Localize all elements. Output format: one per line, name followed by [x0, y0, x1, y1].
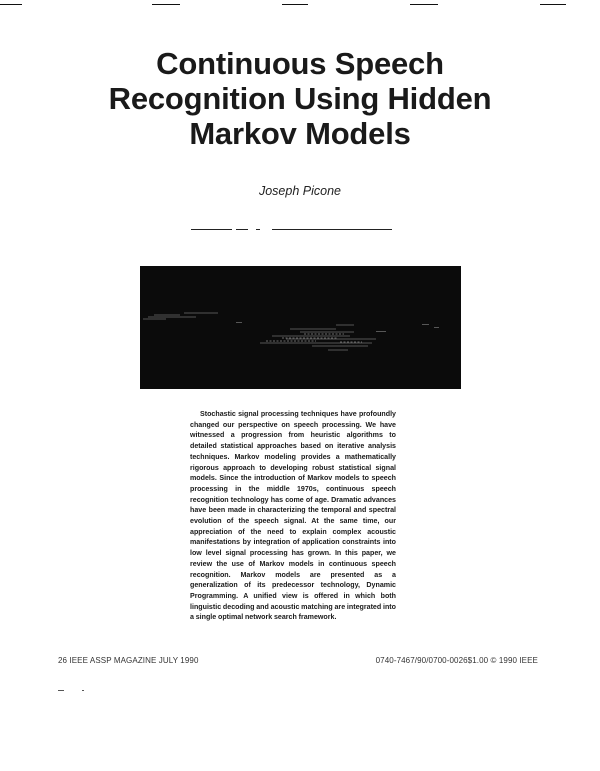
crop-mark — [282, 4, 308, 5]
crop-mark — [0, 4, 22, 5]
divider-rule — [236, 229, 248, 230]
abstract-paragraph: Stochastic signal processing techniques have profoundly changed our perspective on speech processing. We have witnessed a progression from heuristic algorithms to detailed statistical approaches based on iterative analysis techniques. Markov modeling provides a mathematically rigorous approach to developing robust statistical signal models. Since the introduction of Markov models to speech processing in the middle 1970s, continuous speech recognition technology has come of age. Dramatic advances have been made in characterizing the temporal and spectral evolution of the speech signal. At the same time, our appreciation of the need to explain complex acoustic manifestations by integration of application constraints into low level signal processing has grown. In this paper, we review the use of Markov models in continuous speech recognition. Markov models are presented as a generalization of its predecessor technology, Dynamic Programming. A unified view is offered in which both linguistic decoding and acoustic matching are integrated into a single optimal network search framework. — [190, 410, 396, 622]
crop-mark — [540, 4, 566, 5]
title-line-1: Continuous Speech — [156, 46, 444, 81]
title-line-3: Markov Models — [189, 116, 411, 151]
scan-artifact — [82, 690, 84, 691]
divider-rule — [191, 229, 232, 230]
author-name: Joseph Picone — [258, 184, 341, 198]
footer-journal-info: 26 IEEE ASSP MAGAZINE JULY 1990 — [58, 656, 199, 665]
footer-copyright: 0740-7467/90/0700-0026$1.00 © 1990 IEEE — [375, 656, 538, 665]
divider-rule — [272, 229, 392, 230]
crop-mark — [152, 4, 180, 5]
crop-mark — [410, 4, 438, 5]
header-figure — [140, 266, 461, 389]
speech-spectrogram-image — [140, 266, 461, 389]
divider-rule — [256, 229, 260, 230]
article-title — [0, 46, 600, 151]
title-line-2: Recognition Using Hidden — [108, 81, 492, 116]
scan-artifact — [58, 690, 64, 691]
